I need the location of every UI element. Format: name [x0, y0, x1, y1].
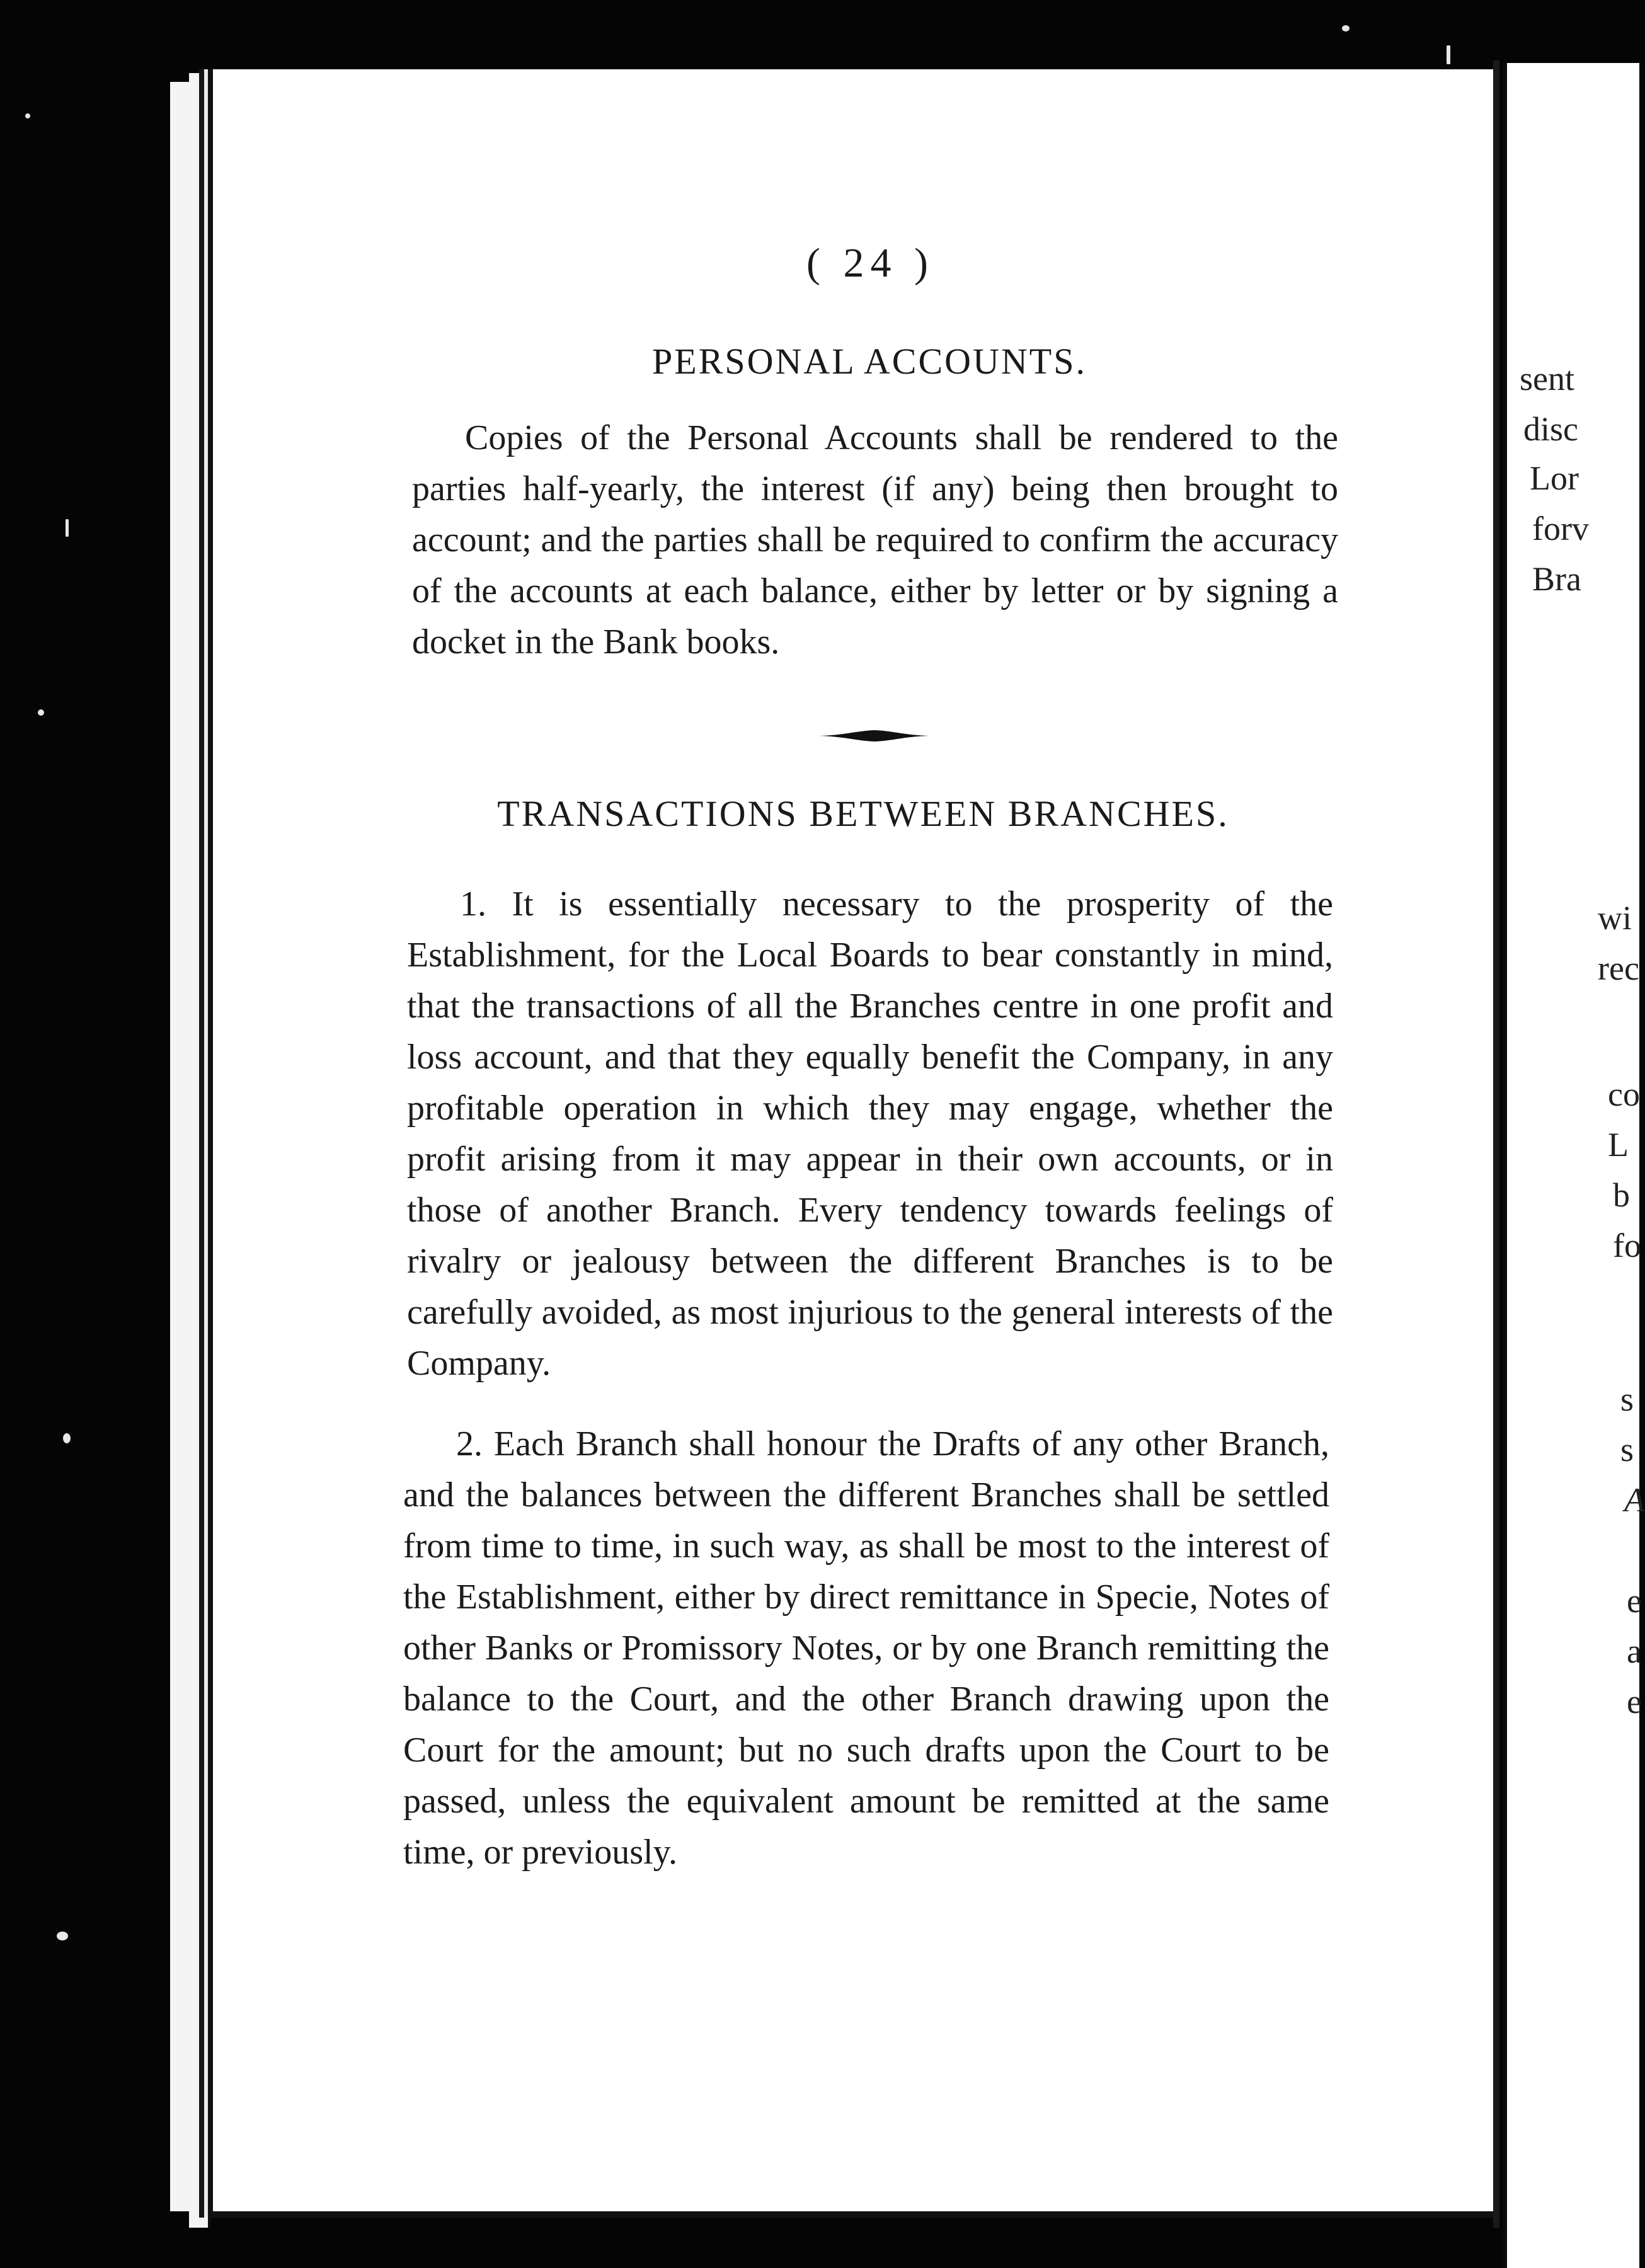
- section-heading-personal-accounts: PERSONAL ACCOUNTS.: [652, 341, 1087, 382]
- facing-page-fragment: L: [1608, 1126, 1629, 1164]
- facing-page-fragment: rec: [1598, 949, 1639, 987]
- scan-speckle: [38, 709, 44, 716]
- facing-page-fragment: b: [1613, 1176, 1630, 1214]
- scan-speckle: [57, 1932, 68, 1940]
- section-divider-ornament: [819, 727, 929, 745]
- facing-page-fragment: s: [1620, 1380, 1634, 1418]
- facing-page-fragment: disc: [1523, 410, 1578, 448]
- facing-page-fragment: a: [1627, 1632, 1642, 1670]
- facing-page-fragment: Bra: [1532, 560, 1581, 598]
- scan-speckle: [63, 1433, 71, 1443]
- facing-page-fragment: s: [1620, 1431, 1634, 1469]
- section-heading-transactions-between-branches: TRANSACTIONS BETWEEN BRANCHES.: [497, 793, 1229, 834]
- facing-page-fragment: co: [1608, 1075, 1640, 1113]
- facing-page-fragment: e: [1627, 1582, 1642, 1620]
- facing-page-fragment: e: [1627, 1683, 1642, 1721]
- page-stack-edge: [189, 73, 210, 2228]
- facing-page-fragment: sent: [1520, 360, 1574, 398]
- paragraph-clause-1: 1. It is essentially necessary to the prosperity of the Establishment, for the Local Boards to bear constantly in mind, that the transactions of all the Branches centre in one profit and loss account, and that they equally benefit the Company, in any profitable operation in which they may engage, whether the profit arising from it may appear in their own accounts, or in those of another Branch. Every tendency towards feelings of rivalry or jealousy between the different Branches is to be carefully avoided, as most injurious to the general interests of the Company.: [407, 885, 1333, 1383]
- facing-page-fragment: wi: [1598, 899, 1632, 937]
- scan-speckle: [1447, 45, 1450, 64]
- scan-speckle: [66, 519, 69, 537]
- facing-page: [1503, 63, 1645, 2268]
- facing-page-fragment: Lor: [1530, 459, 1579, 497]
- scan-speckle: [1342, 25, 1350, 32]
- ornament-flourish: [819, 730, 929, 742]
- page-gutter: [1493, 60, 1499, 2228]
- facing-page-fragment: fo: [1613, 1227, 1641, 1264]
- paragraph-personal-accounts: Copies of the Personal Accounts shall be rendered to the parties half-yearly, the interest (if any) being then brought to account; and the parties shall be required to confirm the accuracy of the accounts at each balance, either by letter or by signing a docket in the Bank books.: [412, 418, 1338, 662]
- facing-page-fragment: forv: [1532, 510, 1589, 547]
- paragraph-clause-2: 2. Each Branch shall honour the Drafts of any other Branch, and the balances between the different Branches shall be settled from time to time, in such way, as shall be most to the interest of the Establishment, either by direct remittance in Specie, Notes of other Banks or Promissory Notes, or by one Branch remitting the balance to the Court, and the other Branch drawing upon the Court for the amount; but no such drafts upon the Court to be passed, unless the equivalent amount be remitted at the same time, or previously.: [403, 1424, 1329, 1872]
- scan-speckle: [25, 113, 30, 118]
- page-number: ( 24 ): [806, 240, 934, 286]
- facing-page-fragment: A: [1624, 1481, 1645, 1519]
